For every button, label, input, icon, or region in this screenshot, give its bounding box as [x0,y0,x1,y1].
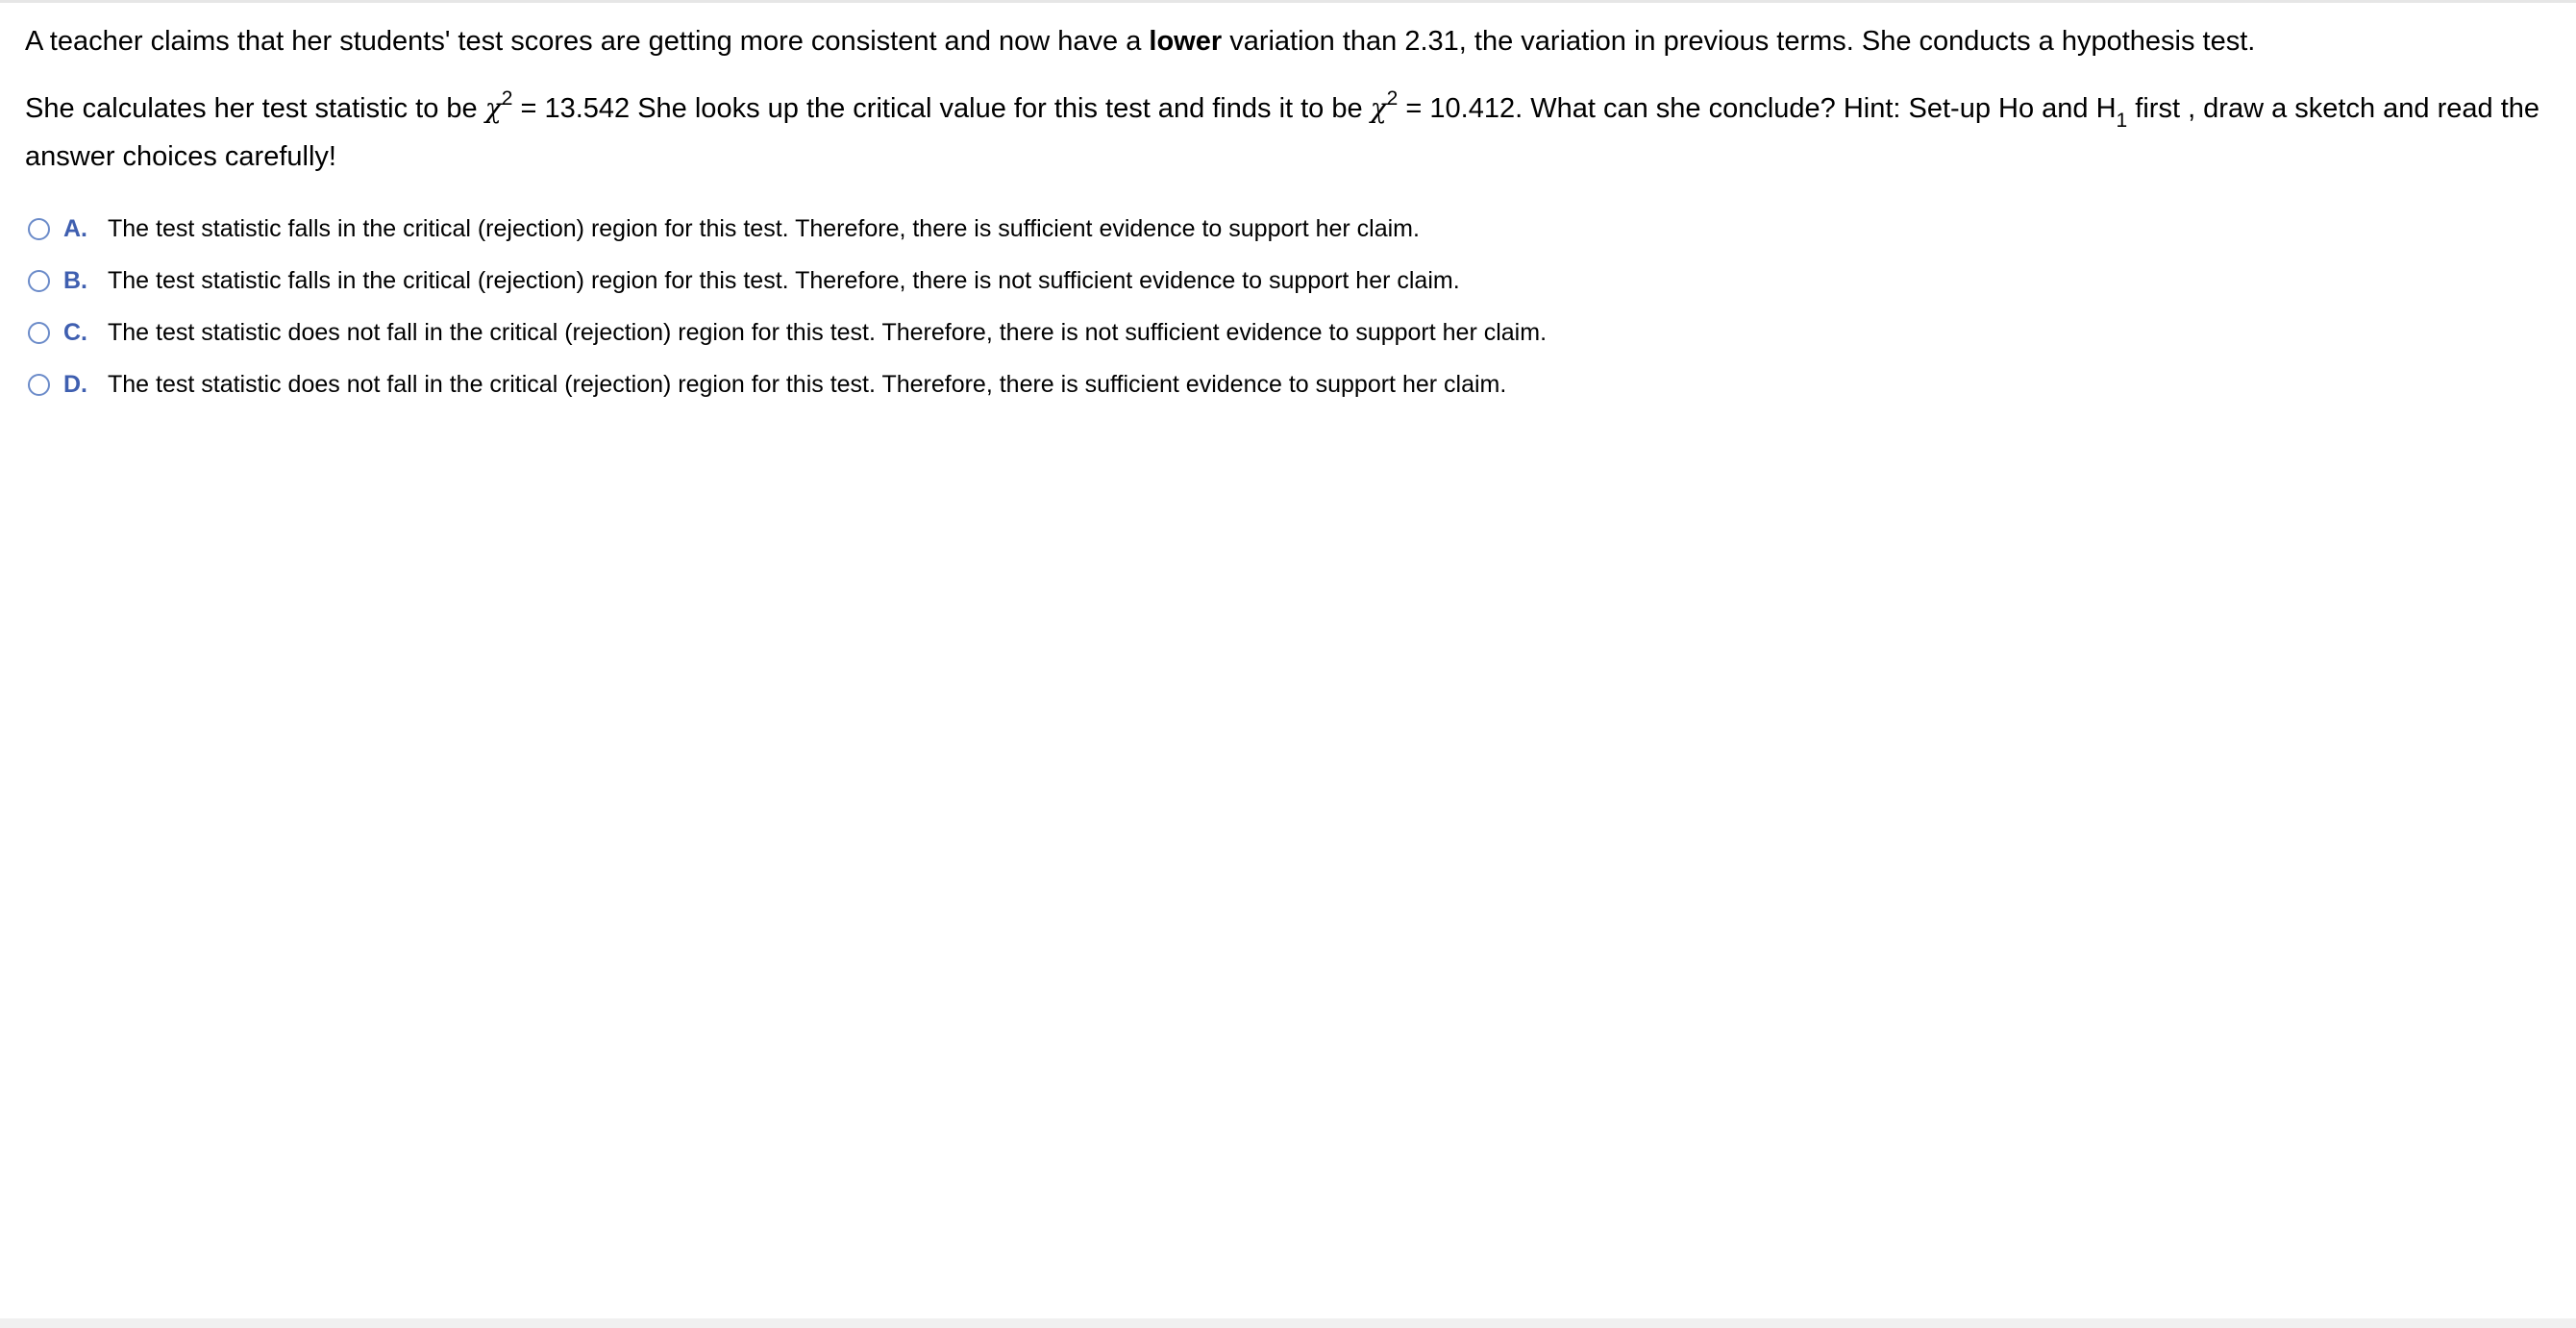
question-content [25,17,2563,426]
h1-subscript: 1 [2116,110,2128,132]
intro-text-start: A teacher claims that her students' test scores are getting more consistent and now have a [25,26,1150,57]
choice-text-c: The test statistic does not fall in the critical (rejection) region for this test. Therefore, there is not sufficient evidence to support her claim. [108,318,1548,346]
intro-text-end: variation than 2.31, the variation in previous terms. She conducts a hypothesis test. [1222,26,2256,57]
choice-letter-c: C. [63,318,87,346]
radio-button-b[interactable] [28,270,50,292]
question-intro [25,17,2563,65]
bottom-bar [0,1318,2576,1328]
choice-text-d: The test statistic does not fall in the critical (rejection) region for this test. Therefore, there is sufficient evidence to support her claim. [108,370,1507,398]
chi-superscript-2: 2 [1386,87,1399,110]
stat-text-2: = 13.542 She looks up the critical value for this test and finds it to be [512,93,1371,124]
chi-superscript: 2 [501,87,513,110]
answer-choices [25,203,2563,410]
chi-square-symbol: χ [484,92,502,124]
choice-d[interactable] [25,358,2563,410]
radio-button-c[interactable] [28,322,50,344]
choice-letter-d: D. [63,370,87,398]
radio-button-a[interactable] [28,218,50,240]
top-divider [0,0,2576,3]
stat-text-4: first , draw a sketch and read the answer choices carefully! [25,93,2540,172]
choice-c[interactable] [25,307,2563,358]
choice-letter-b: B. [63,266,87,294]
question-stat-line [25,85,2563,181]
stat-text-1: She calculates her test statistic to be [25,93,485,124]
choice-text-a: The test statistic falls in the critical (rejection) region for this test. Therefore, there is sufficient evidence to support her claim. [108,214,1420,242]
choice-a[interactable] [25,203,2563,255]
choice-text-b: The test statistic falls in the critical (rejection) region for this test. Therefore, there is not sufficient evidence to support her claim. [108,266,1460,294]
stat-text-3: = 10.412. What can she conclude? Hint: Set-up Ho and H [1398,93,2117,124]
chi-square-symbol-2: χ [1370,92,1387,124]
intro-bold-word: lower [1149,26,1223,57]
choice-b[interactable] [25,255,2563,307]
radio-button-d[interactable] [28,374,50,396]
choice-letter-a: A. [63,214,87,242]
